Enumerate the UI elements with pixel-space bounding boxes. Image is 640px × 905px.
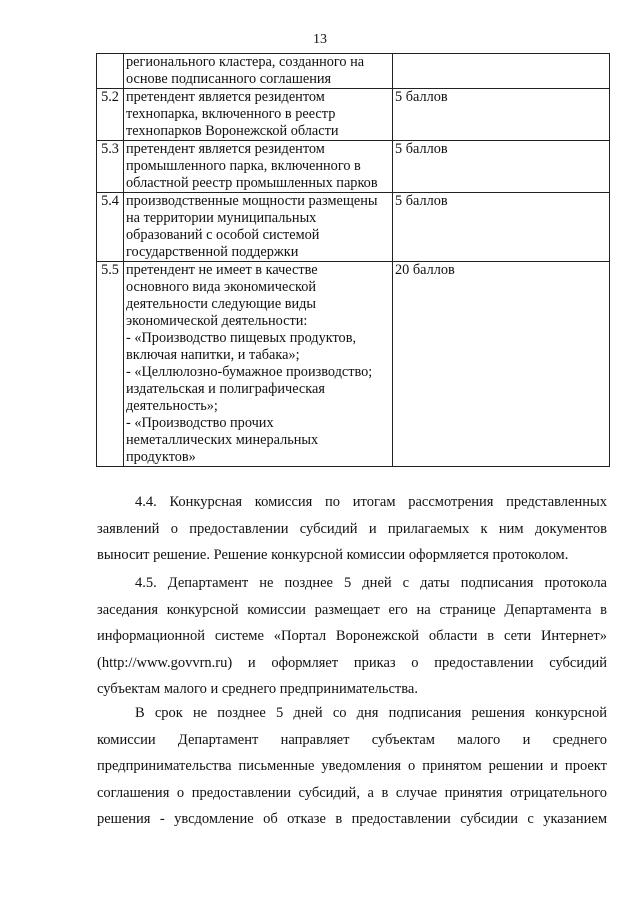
- table-row: [97, 141, 610, 193]
- table-row: [97, 54, 610, 89]
- page-number: 13: [313, 32, 327, 47]
- paragraph-line: 4.4. Конкурсная комиссия по итогам рассмотрения представленных: [135, 494, 607, 510]
- desc-line: технопарка, включенного в реестр: [126, 106, 336, 122]
- desc-line: экономической деятельности:: [126, 313, 308, 329]
- desc-line: - «Целлюлозно-бумажное производство;: [126, 364, 373, 380]
- desc-line: промышленного парка, включенного в: [126, 158, 361, 174]
- row-description: [124, 262, 393, 467]
- desc-line: издательская и полиграфическая: [126, 381, 325, 397]
- paragraph-line: комиссии Департамент направляет субъектам малого и среднего: [97, 731, 607, 748]
- table-row: [97, 193, 610, 262]
- table-row: [97, 262, 610, 467]
- paragraph-line: соглашения о предоставлении субсидий, а в случае принятия отрицательного: [97, 784, 607, 801]
- desc-line: основного вида экономической: [126, 279, 317, 295]
- desc-line: - «Производство пищевых продуктов,: [126, 330, 357, 346]
- row-score: 5 баллов: [393, 141, 610, 193]
- row-description: [124, 193, 393, 262]
- paragraph-deadline: [97, 700, 607, 833]
- row-number: 5.3: [97, 141, 124, 193]
- row-score: 20 баллов: [393, 262, 610, 467]
- row-description: [124, 141, 393, 193]
- row-score: 5 баллов: [393, 193, 610, 262]
- row-number: [97, 54, 124, 89]
- row-number: 5.5: [97, 262, 124, 467]
- paragraph-line: субъектам малого и среднего предпринимательства.: [97, 681, 418, 697]
- desc-line: образований с особой системой: [126, 227, 320, 243]
- row-score: [393, 54, 610, 89]
- desc-line: претендент является резидентом: [126, 89, 325, 105]
- paragraph-line: (http://www.govvrn.ru) и оформляет приказ о предоставлении субсидий: [97, 654, 607, 671]
- paragraph-line: выносит решение. Решение конкурсной комиссии оформляется протоколом.: [97, 547, 569, 563]
- paragraph-4-4: [97, 489, 607, 569]
- paragraph-4-5: [97, 570, 607, 703]
- desc-line: деятельность»;: [126, 398, 218, 414]
- paragraph-line: предпринимательства письменные уведомления о принятом решении и проект: [97, 758, 607, 774]
- row-description: [124, 54, 393, 89]
- row-description: [124, 89, 393, 141]
- desc-line: технопарков Воронежской области: [126, 123, 339, 139]
- paragraph-line: решения - увсдомление об отказе в предоставлении субсидии с указанием: [97, 811, 607, 827]
- desc-line: включая напитки, и табака»;: [126, 347, 300, 363]
- desc-line: неметаллических минеральных: [126, 432, 319, 448]
- paragraph-line: В срок не позднее 5 дней со дня подписания решения конкурсной: [135, 705, 607, 721]
- desc-line: претендент не имеет в качестве: [126, 262, 318, 278]
- row-number: 5.2: [97, 89, 124, 141]
- paragraph-line: заседания конкурсной комиссии размещает его на странице Департамента в: [97, 601, 607, 618]
- table-row: [97, 89, 610, 141]
- desc-line: производственные мощности размещены: [126, 193, 378, 209]
- paragraph-line: 4.5. Департамент не позднее 5 дней с даты подписания протокола: [135, 575, 607, 591]
- desc-line: государственной поддержки: [126, 244, 299, 260]
- criteria-table: [96, 53, 610, 467]
- desc-line: областной реестр промышленных парков: [126, 175, 378, 191]
- desc-line: претендент является резидентом: [126, 141, 325, 157]
- row-score: 5 баллов: [393, 89, 610, 141]
- row-number: 5.4: [97, 193, 124, 262]
- desc-line: - «Производство прочих: [126, 415, 274, 431]
- desc-line: на территории муниципальных: [126, 210, 317, 226]
- desc-line: основе подписанного соглашения: [126, 71, 332, 87]
- paragraph-line: информационной системе «Портал Воронежской области в сети Интернет»: [97, 628, 607, 644]
- desc-line: регионального кластера, созданного на: [126, 54, 365, 70]
- desc-line: деятельности следующие виды: [126, 296, 317, 312]
- paragraph-line: заявлений о предоставлении субсидий и прилагаемых к ним документов: [97, 520, 607, 537]
- desc-line: продуктов»: [126, 449, 196, 465]
